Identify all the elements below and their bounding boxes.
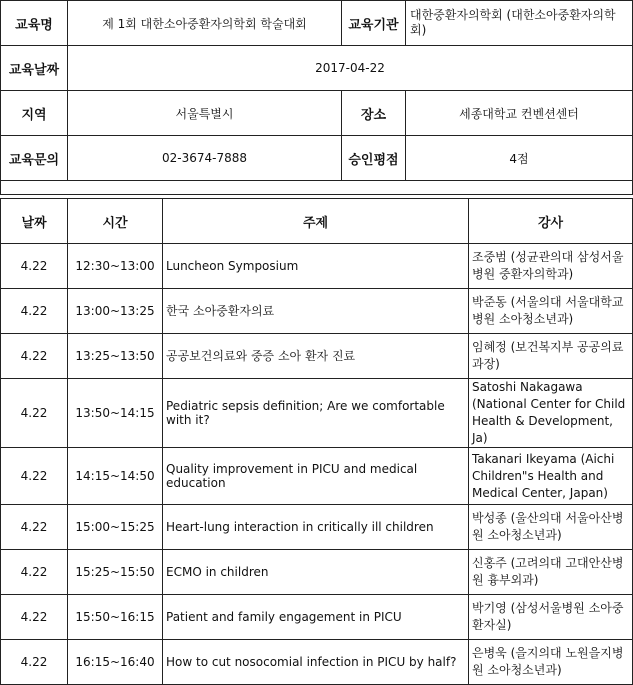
schedule-row <box>1 448 633 505</box>
session-time: 15:50~16:15 <box>68 595 163 640</box>
session-date: 4.22 <box>1 448 68 505</box>
schedule-table <box>0 198 633 685</box>
session-speaker: Satoshi Nakagawa (National Center for Child Health & Development, Ja) <box>469 379 633 448</box>
label-course-name: 교육명 <box>1 1 68 46</box>
session-time: 13:50~14:15 <box>68 379 163 448</box>
schedule-row <box>1 595 633 640</box>
info-row-contact <box>1 136 633 181</box>
header-time: 시간 <box>68 199 163 244</box>
session-date: 4.22 <box>1 289 68 334</box>
schedule-row <box>1 505 633 550</box>
session-speaker: 박준동 (서울의대 서울대학교병원 소아청소년과) <box>469 289 633 334</box>
session-date: 4.22 <box>1 244 68 289</box>
session-topic: 한국 소아중환자의료 <box>163 289 469 334</box>
course-name: 제 1회 대한소아중환자의학회 학술대회 <box>68 1 342 46</box>
session-time: 16:15~16:40 <box>68 640 163 685</box>
info-row-location <box>1 91 633 136</box>
header-topic: 주제 <box>163 199 469 244</box>
session-speaker: 신홍주 (고려의대 고대안산병원 흉부외과) <box>469 550 633 595</box>
session-topic: Pediatric sepsis definition; Are we comfortable with it? <box>163 379 469 448</box>
info-row-name <box>1 1 633 46</box>
session-topic: Luncheon Symposium <box>163 244 469 289</box>
session-date: 4.22 <box>1 505 68 550</box>
header-date: 날짜 <box>1 199 68 244</box>
session-speaker: 박성종 (울산의대 서울아산병원 소아청소년과) <box>469 505 633 550</box>
schedule-row <box>1 640 633 685</box>
session-time: 12:30~13:00 <box>68 244 163 289</box>
header-speaker: 강사 <box>469 199 633 244</box>
session-date: 4.22 <box>1 595 68 640</box>
label-institution: 교육기관 <box>342 1 406 46</box>
course-info-table <box>0 0 633 195</box>
schedule-row <box>1 244 633 289</box>
session-date: 4.22 <box>1 379 68 448</box>
session-time: 14:15~14:50 <box>68 448 163 505</box>
session-topic: Patient and family engagement in PICU <box>163 595 469 640</box>
session-date: 4.22 <box>1 640 68 685</box>
label-venue: 장소 <box>342 91 406 136</box>
label-course-date: 교육날짜 <box>1 46 68 91</box>
session-topic: Heart-lung interaction in critically ill children <box>163 505 469 550</box>
info-spacer-row <box>1 181 633 195</box>
contact-phone: 02-3674-7888 <box>68 136 342 181</box>
label-contact: 교육문의 <box>1 136 68 181</box>
session-time: 13:25~13:50 <box>68 334 163 379</box>
institution: 대한중환자의학회 (대한소아중환자의학회) <box>406 1 633 46</box>
spacer-cell <box>1 181 633 195</box>
schedule-row <box>1 334 633 379</box>
session-speaker: 조중범 (성균관의대 삼성서울병원 중환자의학과) <box>469 244 633 289</box>
label-region: 지역 <box>1 91 68 136</box>
credit-points: 4점 <box>406 136 633 181</box>
schedule-row <box>1 550 633 595</box>
session-topic: How to cut nosocomial infection in PICU by half? <box>163 640 469 685</box>
schedule-header-row <box>1 199 633 244</box>
schedule-row <box>1 289 633 334</box>
session-time: 13:00~13:25 <box>68 289 163 334</box>
session-time: 15:25~15:50 <box>68 550 163 595</box>
venue: 세종대학교 컨벤션센터 <box>406 91 633 136</box>
session-time: 15:00~15:25 <box>68 505 163 550</box>
session-speaker: Takanari Ikeyama (Aichi Children"s Health and Medical Center, Japan) <box>469 448 633 505</box>
course-date: 2017-04-22 <box>68 46 633 91</box>
session-topic: 공공보건의료와 중증 소아 환자 진료 <box>163 334 469 379</box>
session-speaker: 은병욱 (을지의대 노원을지병원 소아청소년과) <box>469 640 633 685</box>
session-topic: Quality improvement in PICU and medical education <box>163 448 469 505</box>
session-date: 4.22 <box>1 334 68 379</box>
schedule-row <box>1 379 633 448</box>
region: 서울특별시 <box>68 91 342 136</box>
session-speaker: 임혜정 (보건복지부 공공의료과장) <box>469 334 633 379</box>
info-row-date <box>1 46 633 91</box>
session-date: 4.22 <box>1 550 68 595</box>
session-speaker: 박기영 (삼성서울병원 소아중환자실) <box>469 595 633 640</box>
session-topic: ECMO in children <box>163 550 469 595</box>
label-credit: 승인평점 <box>342 136 406 181</box>
